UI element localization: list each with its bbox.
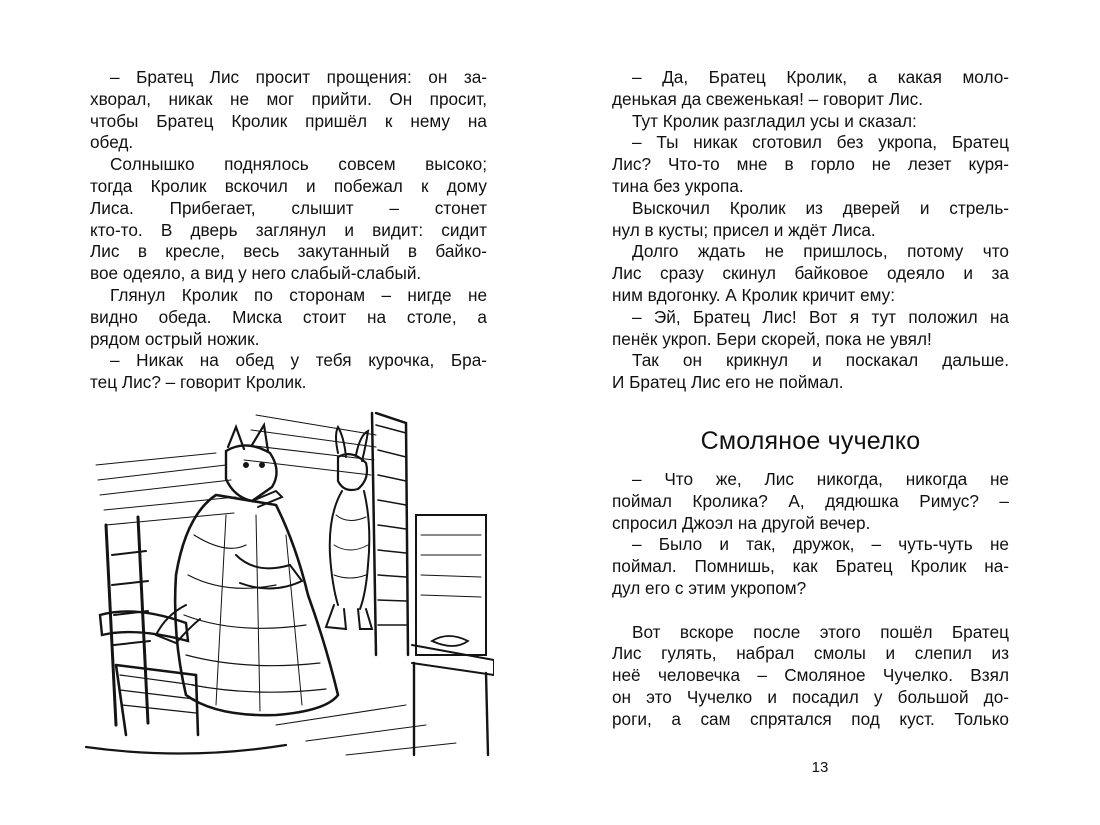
text-line: – Братец Лис просит прощения: он за- bbox=[110, 67, 487, 87]
text-line: дул его с этим укропом? bbox=[612, 577, 807, 598]
fox-and-rabbit-illustration bbox=[76, 405, 494, 761]
text-line: – Да, Братец Кролик, а какая моло- bbox=[632, 67, 1009, 87]
text-line: Солнышко поднялось совсем высоко; bbox=[110, 154, 487, 175]
right-top-paragraphs bbox=[612, 67, 1009, 394]
text-line: пенёк укроп. Бери скорей, пока не увял! bbox=[612, 328, 932, 349]
text-line: Лис в кресле, весь закутанный в байко- bbox=[90, 241, 487, 262]
text-line: поймал. Помнишь, как Братец Кролик на- bbox=[612, 556, 1009, 577]
text-line: неё человечка – Смоляное Чучелко. Взял bbox=[612, 665, 1009, 686]
text-line: спросил Джоэл на другой вечер. bbox=[612, 512, 871, 533]
text-line: Тут Кролик разгладил усы и сказал: bbox=[632, 110, 917, 131]
text-line: Лиса. Прибегает, слышит – стонет bbox=[90, 197, 487, 218]
text-line: ним вдогонку. А Кролик кричит ему: bbox=[612, 284, 896, 305]
text-line: И Братец Лис его не поймал. bbox=[612, 372, 844, 393]
text-line: Лис гулять, набрал смолы и слепил из bbox=[612, 643, 1009, 664]
chapter-heading: Смоляное чучелко bbox=[700, 426, 921, 455]
text-line: Вот вскоре после этого пошёл Братец bbox=[632, 621, 1009, 642]
text-line: рядом острый ножик. bbox=[90, 328, 260, 349]
text-line: денькая да свеженькая! – говорит Лис. bbox=[612, 88, 923, 109]
text-line: обед. bbox=[90, 132, 134, 153]
text-line: чтобы Братец Кролик пришёл к нему на bbox=[90, 110, 487, 131]
text-line: Глянул Кролик по сторонам – нигде не bbox=[110, 284, 487, 305]
text-line: Долго ждать не пришлось, потому что bbox=[632, 241, 1009, 262]
text-line: – Эй, Братец Лис! Вот я тут положил на bbox=[632, 306, 1009, 327]
text-line: Выскочил Кролик из дверей и стрель- bbox=[632, 197, 1009, 218]
text-line: – Ты никак сготовил без укропа, Братец bbox=[632, 132, 1009, 153]
text-line: тина без укропа. bbox=[612, 175, 744, 196]
text-line: вое одеяло, а вид у него слабый-слабый. bbox=[90, 263, 422, 284]
paragraph-gap bbox=[612, 600, 1009, 622]
page-number: 13 bbox=[811, 759, 829, 776]
left-text-column bbox=[90, 67, 487, 394]
right-dialogue-paragraphs bbox=[612, 469, 1009, 600]
text-line: кто-то. В дверь заглянул и видит: сидит bbox=[90, 219, 487, 240]
text-line: – Было и так, дружок, – чуть-чуть не bbox=[632, 534, 1009, 555]
text-line: нул в кусты; присел и ждёт Лиса. bbox=[612, 219, 876, 240]
text-line: – Никак на обед у тебя курочка, Бра- bbox=[110, 350, 487, 371]
right-narration-paragraph bbox=[612, 622, 1009, 731]
text-line: поймал Кролика? А, дядюшка Римус? – bbox=[612, 490, 1009, 511]
text-line: он это Чучелко и посадил у большой до- bbox=[612, 686, 1009, 707]
text-line: тец Лис? – говорит Кролик. bbox=[90, 372, 307, 393]
text-line: Так он крикнул и поскакал дальше. bbox=[632, 350, 1009, 371]
text-line: роги, а сам спрятался под куст. Только bbox=[612, 708, 1009, 729]
text-line: видно обеда. Миска стоит на столе, а bbox=[90, 306, 487, 327]
text-line: Лис сразу скинул байковое одеяло и за bbox=[612, 263, 1009, 284]
text-line: Лис? Что-то мне в горло не лезет куря- bbox=[612, 154, 1009, 175]
text-line: тогда Кролик вскочил и побежал к дому bbox=[90, 175, 487, 196]
text-line: хворал, никак не мог прийти. Он просит, bbox=[90, 88, 487, 109]
right-text-column bbox=[612, 67, 1009, 731]
right-page bbox=[550, 0, 1100, 825]
text-line: – Что же, Лис никогда, никогда не bbox=[632, 468, 1009, 489]
